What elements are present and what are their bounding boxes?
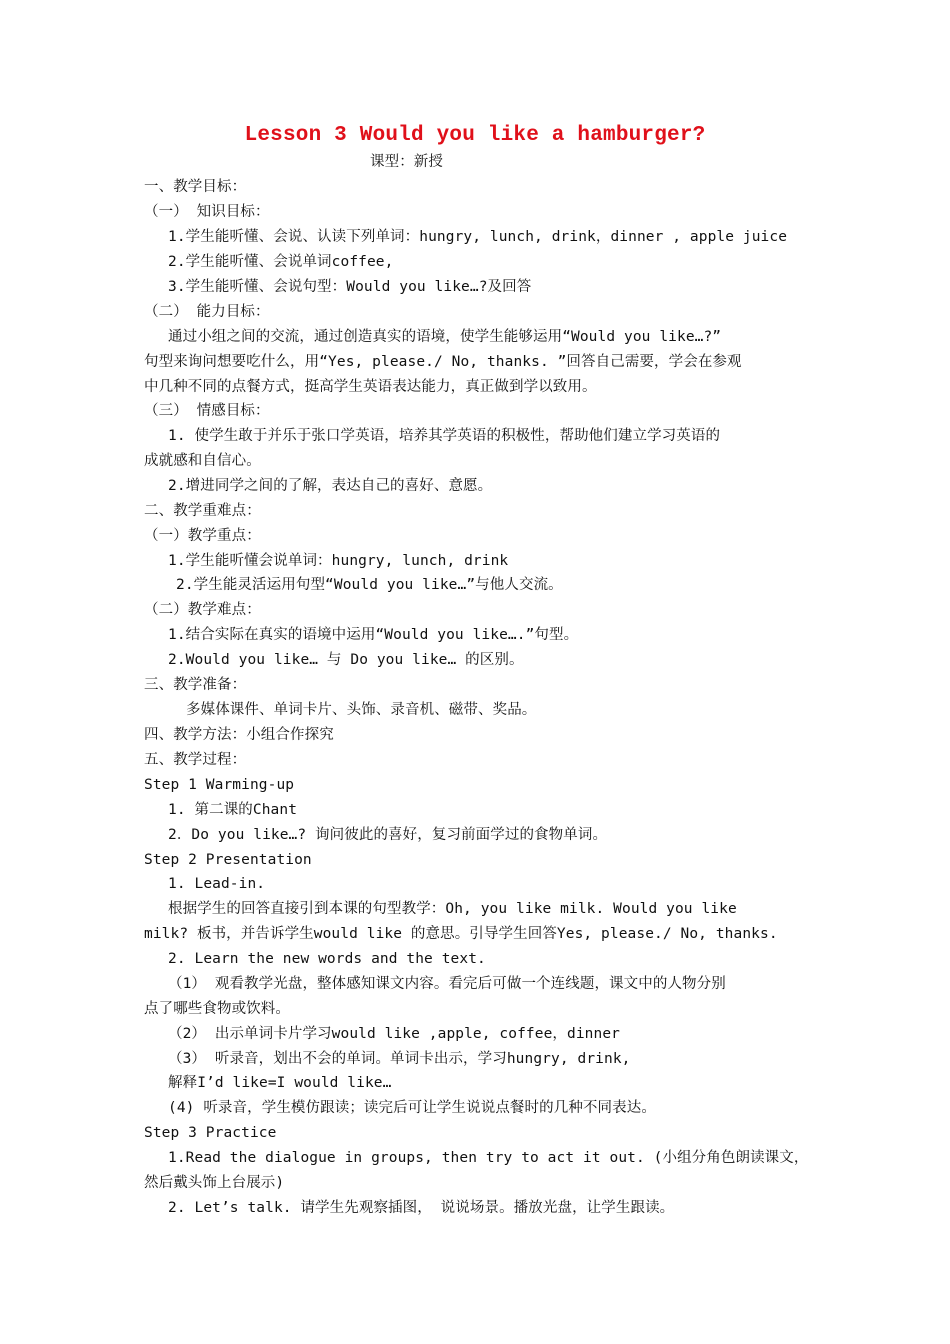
subsection-heading: （三） 情感目标：	[144, 403, 270, 419]
text-line: 1.学生能听懂、会说、认读下列单词：hungry, lunch, drink，dinner , apple juice	[168, 229, 788, 245]
text-line: 2.学生能灵活运用句型“Would you like…”与他人交流。	[176, 577, 563, 593]
section-heading: 五、教学过程：	[144, 752, 247, 768]
text-line: 2.增进同学之间的了解，表达自己的喜好、意愿。	[168, 478, 493, 494]
section-heading: 四、教学方法：小组合作探究	[144, 727, 334, 743]
text-line: 通过小组之间的交流，通过创造真实的语境，使学生能够运用“Would you like…?”	[168, 329, 722, 345]
text-line: 1. Lead-in.	[168, 876, 266, 892]
step-heading: Step 2 Presentation	[144, 852, 312, 868]
text-line: 句型来询问想要吃什么，用“Yes, please./ No, thanks. ”回答自己需要，学会在参观	[144, 354, 742, 370]
step-heading: Step 1 Warming-up	[144, 777, 295, 793]
text-line: 根据学生的回答直接引到本课的句型教学：Oh, you like milk. Would you like	[168, 901, 737, 917]
subsection-heading: （二） 能力目标：	[144, 304, 270, 320]
text-line: 中几种不同的点餐方式，挺高学生英语表达能力，真正做到学以致用。	[144, 379, 597, 395]
section-heading: 二、教学重难点：	[144, 503, 261, 519]
text-line: 1. 使学生敢于并乐于张口学英语，培养其学英语的积极性，帮助他们建立学习英语的	[168, 428, 721, 444]
subsection-heading: （一） 知识目标：	[144, 204, 270, 220]
subsection-heading: （一）教学重点：	[144, 528, 261, 544]
text-line: 多媒体课件、单词卡片、头饰、录音机、磁带、奖品。	[186, 702, 537, 718]
text-line: 成就感和自信心。	[144, 453, 261, 469]
text-line: 1.Read the dialogue in groups, then try to act it out. (小组分角色朗读课文，	[168, 1150, 809, 1166]
text-line: 2.学生能听懂、会说单词coffee,	[168, 254, 394, 270]
section-heading: 三、教学准备：	[144, 677, 247, 693]
text-line: （2） 出示单词卡片学习would like ,apple, coffee，dinner	[168, 1026, 620, 1042]
text-line: milk? 板书，并告诉学生would like 的意思。引导学生回答Yes, please./ No, thanks.	[144, 926, 778, 942]
lesson-title: Lesson 3 Would you like a hamburger?	[244, 124, 706, 147]
text-line: 1.学生能听懂会说单词：hungry, lunch, drink	[168, 553, 509, 569]
text-line: 2.Would you like… 与 Do you like… 的区别。	[168, 652, 524, 668]
subsection-heading: （二）教学难点：	[144, 602, 261, 618]
text-line: 然后戴头饰上台展示)	[144, 1175, 285, 1191]
step-heading: Step 3 Practice	[144, 1125, 277, 1141]
text-line: 解释I’d like=I would like…	[168, 1075, 392, 1091]
text-line: 课型：新授	[370, 154, 443, 170]
section-heading: 一、教学目标：	[144, 179, 247, 195]
text-line: 3.学生能听懂、会说句型：Would you like…?及回答	[168, 279, 532, 295]
text-line: 2．Do you like…? 询问彼此的喜好，复习前面学过的食物单词。	[168, 827, 608, 843]
text-line: 2. Learn the new words and the text.	[168, 951, 486, 967]
text-line: 1.结合实际在真实的语境中运用“Would you like….”句型。	[168, 627, 579, 643]
text-line: （3） 听录音，划出不会的单词。单词卡出示，学习hungry, drink,	[168, 1051, 631, 1067]
text-line: 1. 第二课的Chant	[168, 802, 298, 818]
text-line: 点了哪些食物或饮料。	[144, 1001, 290, 1017]
text-line: （1） 观看教学光盘，整体感知课文内容。看完后可做一个连线题，课文中的人物分别	[168, 976, 726, 992]
text-line: (4) 听录音，学生模仿跟读；读完后可让学生说说点餐时的几种不同表达。	[168, 1100, 656, 1116]
text-line: 2. Let’s talk. 请学生先观察插图， 说说场景。播放光盘，让学生跟读。	[168, 1200, 675, 1216]
